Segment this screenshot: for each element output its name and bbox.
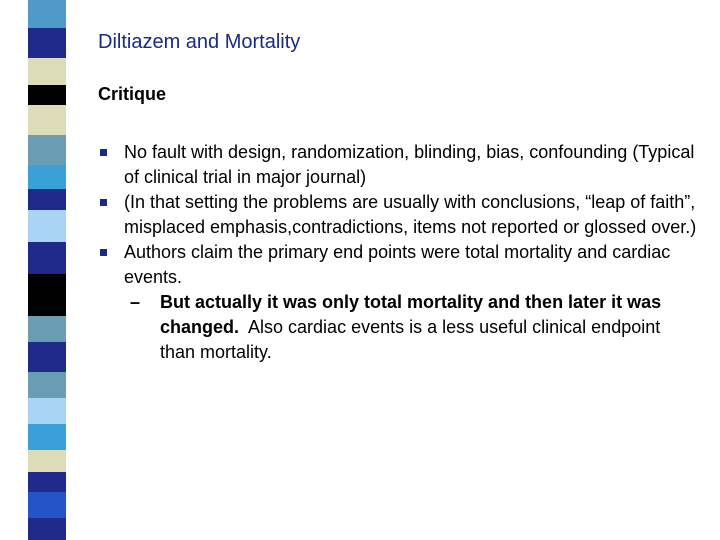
bullet-item xyxy=(98,190,698,240)
decorative-stripe-bar xyxy=(28,0,66,540)
slide-subtitle: Critique xyxy=(98,84,167,104)
bullet-text: (In that setting the problems are usually with conclusions, “leap of faith”, misplaced emphasis,contradictions, items not reported or glossed over.) xyxy=(124,192,697,237)
decorative-stripe xyxy=(28,398,66,424)
square-bullet-icon xyxy=(100,249,107,256)
bullet-item xyxy=(98,140,698,190)
sub-bullet-item xyxy=(128,290,698,365)
decorative-stripe xyxy=(28,242,66,274)
decorative-stripe xyxy=(28,450,66,472)
decorative-stripe xyxy=(28,342,66,372)
square-bullet-icon xyxy=(100,149,107,156)
decorative-stripe xyxy=(28,105,66,135)
decorative-stripe xyxy=(28,274,66,316)
bullet-item xyxy=(98,240,698,365)
decorative-stripe xyxy=(28,28,66,58)
decorative-stripe xyxy=(28,316,66,342)
bullet-list xyxy=(98,140,698,365)
dash-bullet-marker: – xyxy=(130,292,141,312)
square-bullet-icon xyxy=(100,199,107,206)
sub-bullet-text: Also cardiac events is a less useful clinical endpoint than mortality. xyxy=(160,317,666,362)
decorative-stripe xyxy=(28,424,66,450)
slide-title: Diltiazem and Mortality xyxy=(98,31,301,53)
decorative-stripe xyxy=(28,58,66,85)
sub-bullet-bold-text: But actually it was only total mortality and then later it was changed. xyxy=(160,292,662,337)
decorative-stripe xyxy=(28,189,66,210)
decorative-stripe xyxy=(28,472,66,492)
bullet-text: No fault with design, randomization, blinding, bias, confounding (Typical of clinical trial in major journal) xyxy=(124,142,695,187)
decorative-stripe xyxy=(28,372,66,398)
decorative-stripe xyxy=(28,135,66,165)
decorative-stripe xyxy=(28,210,66,242)
decorative-stripe xyxy=(28,0,66,28)
decorative-stripe xyxy=(28,165,66,189)
decorative-stripe xyxy=(28,85,66,105)
decorative-stripe xyxy=(28,518,66,540)
bullet-text: Authors claim the primary end points were total mortality and cardiac events. xyxy=(124,242,671,287)
decorative-stripe xyxy=(28,492,66,518)
